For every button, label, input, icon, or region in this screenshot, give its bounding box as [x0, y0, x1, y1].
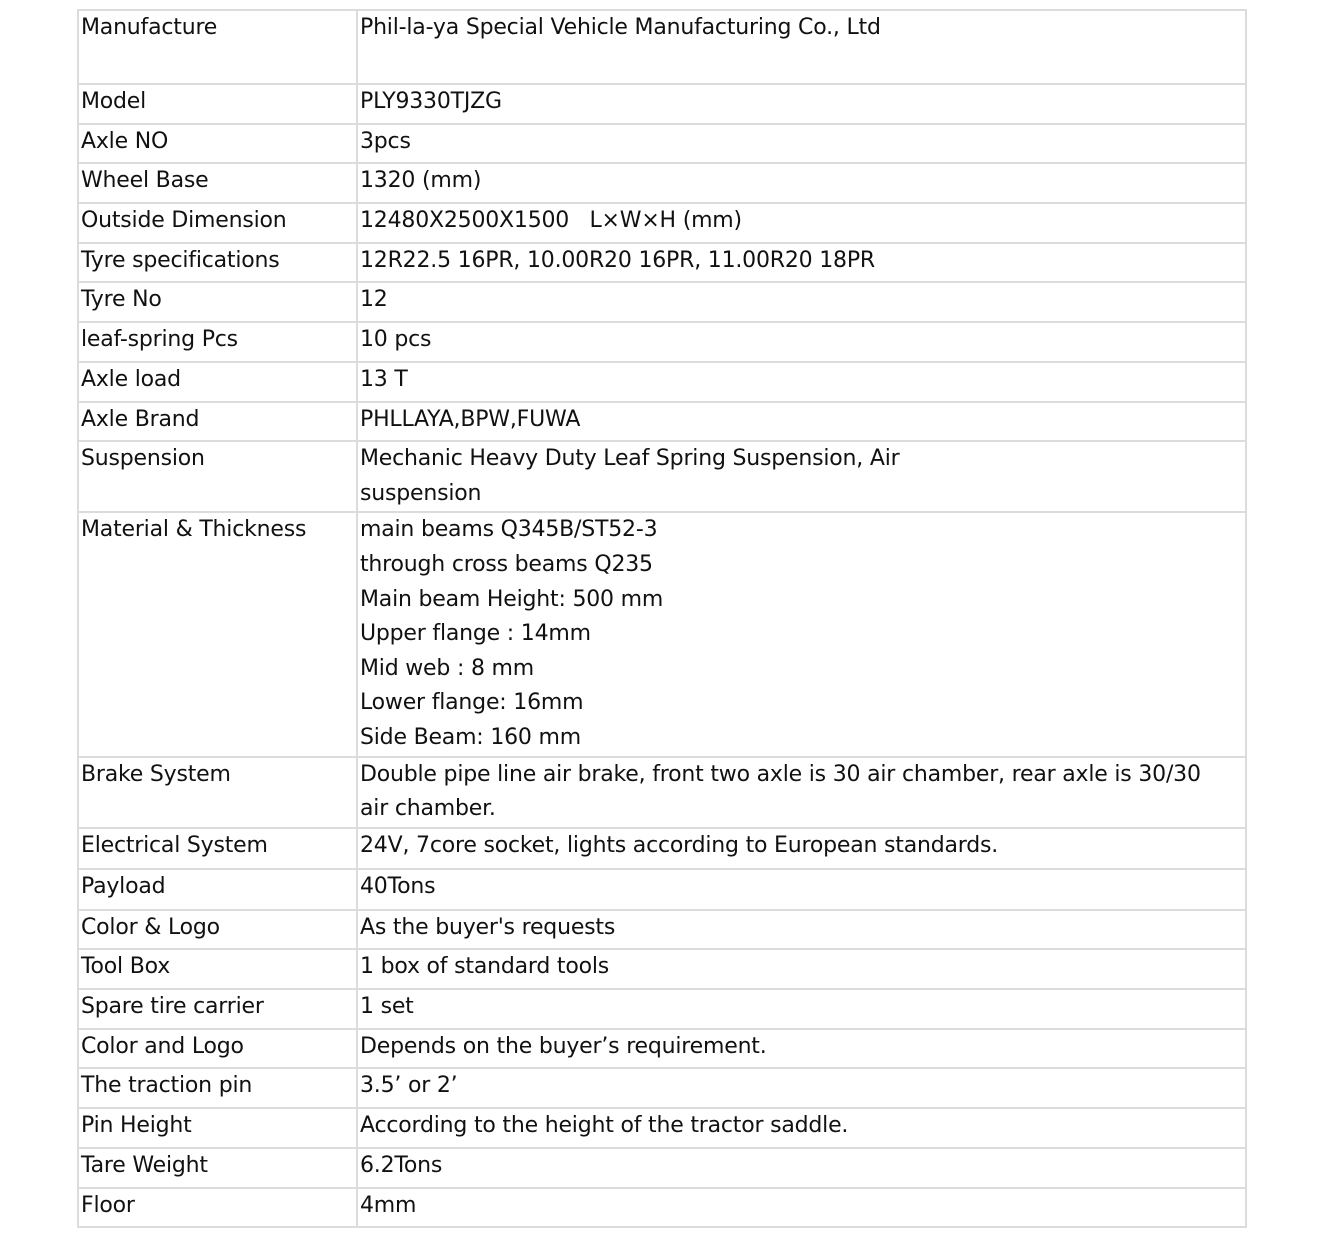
row-value-brake-system: Double pipe line air brake, front two axle is 30 air chamber, rear axle is 30/30 air chamber. [357, 757, 1246, 828]
row-label-color-and-logo: Color and Logo [78, 1029, 357, 1069]
row-value-material-thickness: main beams Q345B/ST52-3 through cross beams Q235 Main beam Height: 500 mm Upper flange : 14mm Mid web : 8 mm Lower flange: 16mm Side Beam: 160 mm [357, 512, 1246, 756]
table-row [78, 512, 1246, 756]
table-row [78, 163, 1246, 203]
row-label-suspension: Suspension [78, 441, 357, 512]
table-row [78, 989, 1246, 1029]
row-value-axle-brand: PHLLAYA,BPW,FUWA [357, 402, 1246, 442]
table-row [78, 1148, 1246, 1188]
row-value-tyre-specifications: 12R22.5 16PR, 10.00R20 16PR, 11.00R20 18PR [357, 243, 1246, 283]
row-label-leaf-spring-pcs: leaf-spring Pcs [78, 322, 357, 362]
table-row [78, 124, 1246, 164]
row-value-manufacture: Phil-la-ya Special Vehicle Manufacturing Co., Ltd [357, 10, 1246, 84]
row-label-manufacture: Manufacture [78, 10, 357, 84]
table-row [78, 203, 1246, 243]
row-label-outside-dimension: Outside Dimension [78, 203, 357, 243]
row-value-suspension: Mechanic Heavy Duty Leaf Spring Suspension, Air suspension [357, 441, 1246, 512]
row-label-tyre-no: Tyre No [78, 282, 357, 322]
row-value-model: PLY9330TJZG [357, 84, 1246, 124]
row-label-material-thickness: Material & Thickness [78, 512, 357, 756]
row-value-payload: 40Tons [357, 869, 1246, 910]
table-row [78, 243, 1246, 283]
row-label-tyre-specifications: Tyre specifications [78, 243, 357, 283]
table-row [78, 1029, 1246, 1069]
row-label-tool-box: Tool Box [78, 949, 357, 989]
row-value-color-and-logo: Depends on the buyer’s requirement. [357, 1029, 1246, 1069]
row-label-model: Model [78, 84, 357, 124]
spec-table [77, 9, 1247, 1228]
row-value-floor: 4mm [357, 1188, 1246, 1228]
table-row [78, 362, 1246, 402]
table-row [78, 1108, 1246, 1148]
row-label-axle-no: Axle NO [78, 124, 357, 164]
table-row [78, 84, 1246, 124]
table-row [78, 1068, 1246, 1108]
row-label-payload: Payload [78, 869, 357, 910]
row-label-tare-weight: Tare Weight [78, 1148, 357, 1188]
row-value-tool-box: 1 box of standard tools [357, 949, 1246, 989]
row-value-axle-load: 13 T [357, 362, 1246, 402]
table-row [78, 1188, 1246, 1228]
table-row [78, 282, 1246, 322]
table-row [78, 949, 1246, 989]
row-label-traction-pin: The traction pin [78, 1068, 357, 1108]
row-value-color-logo: As the buyer's requests [357, 910, 1246, 950]
table-row [78, 10, 1246, 84]
row-value-spare-tire-carrier: 1 set [357, 989, 1246, 1029]
row-label-wheel-base: Wheel Base [78, 163, 357, 203]
row-value-leaf-spring-pcs: 10 pcs [357, 322, 1246, 362]
table-row [78, 402, 1246, 442]
row-label-axle-brand: Axle Brand [78, 402, 357, 442]
row-label-spare-tire-carrier: Spare tire carrier [78, 989, 357, 1029]
table-row [78, 910, 1246, 950]
row-label-electrical-system: Electrical System [78, 828, 357, 869]
row-value-pin-height: According to the height of the tractor saddle. [357, 1108, 1246, 1148]
row-value-axle-no: 3pcs [357, 124, 1246, 164]
row-value-tyre-no: 12 [357, 282, 1246, 322]
row-value-outside-dimension: 12480X2500X1500 L×W×H (mm) [357, 203, 1246, 243]
row-label-color-logo: Color & Logo [78, 910, 357, 950]
row-value-wheel-base: 1320 (mm) [357, 163, 1246, 203]
row-label-axle-load: Axle load [78, 362, 357, 402]
table-row [78, 757, 1246, 828]
row-label-pin-height: Pin Height [78, 1108, 357, 1148]
row-value-tare-weight: 6.2Tons [357, 1148, 1246, 1188]
row-value-traction-pin: 3.5’ or 2’ [357, 1068, 1246, 1108]
row-value-electrical-system: 24V, 7core socket, lights according to European standards. [357, 828, 1246, 869]
row-label-floor: Floor [78, 1188, 357, 1228]
row-label-brake-system: Brake System [78, 757, 357, 828]
table-row [78, 828, 1246, 869]
table-row [78, 869, 1246, 910]
table-row [78, 322, 1246, 362]
table-row [78, 441, 1246, 512]
